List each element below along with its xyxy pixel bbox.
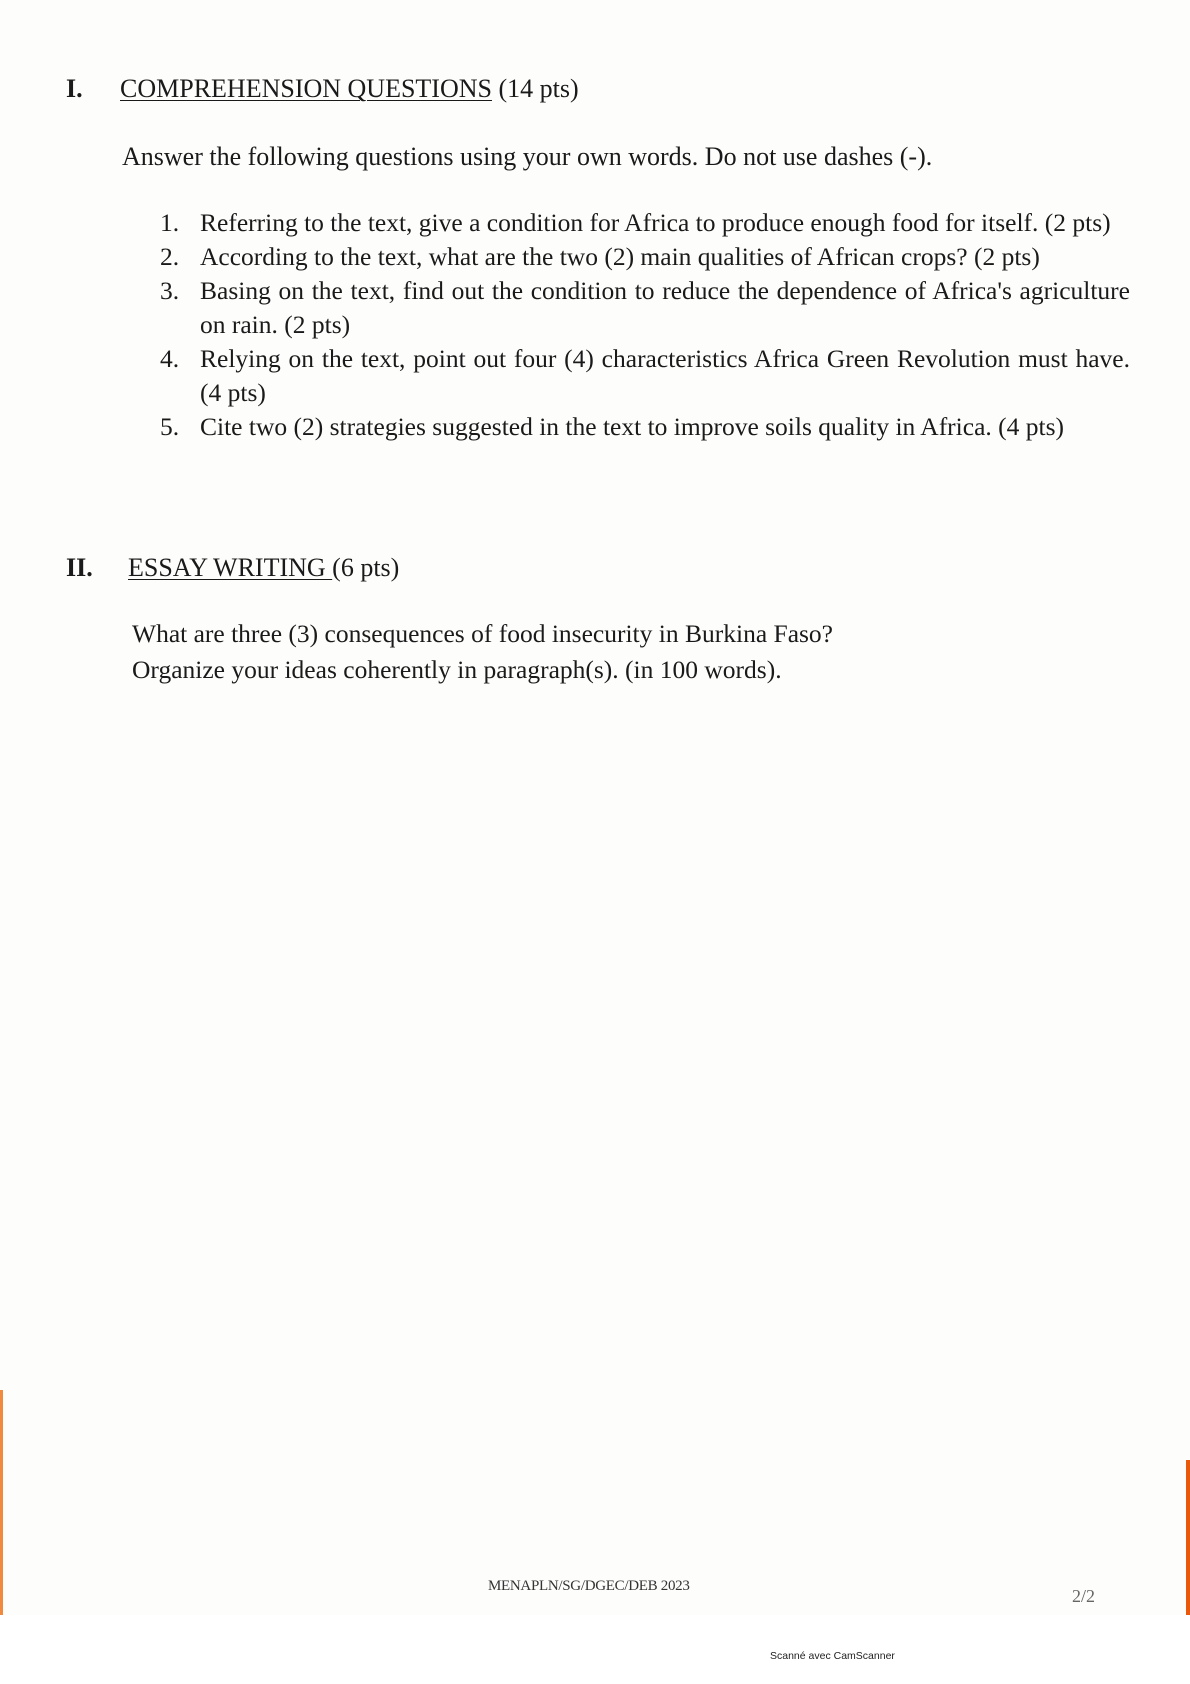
section1-points: (14 pts) [491,74,579,103]
question-text: Basing on the text, find out the condition to reduce the dependence of Africa's agriculture on rain. (2 pts) [200,276,1130,339]
question-text: According to the text, what are the two (2) main qualities of African crops? (2 pts) [200,242,1040,271]
section1-numeral: I. [66,74,83,103]
scan-edge-right [1186,1460,1190,1615]
question-number: 2. [160,242,180,271]
question-text: Cite two (2) strategies suggested in the text to improve soils quality in Africa. (4 pts) [200,412,1065,441]
question-item [160,206,1130,240]
page-number: 2/2 [1072,1586,1096,1606]
section1-heading [120,74,579,104]
section2-points: (6 pts) [332,553,400,582]
question-item [160,274,1130,342]
scan-edge-left [0,1390,3,1615]
section1-instruction: Answer the following questions using your own words. Do not use dashes (-). [122,142,933,171]
question-item [160,240,1130,274]
essay-prompt-line1: What are three (3) consequences of food insecurity in Burkina Faso? [132,619,834,648]
footer-code: MENAPLN/SG/DGEC/DEB 2023 [488,1578,690,1594]
question-number: 5. [160,412,180,441]
question-item [160,342,1130,410]
section2-heading [128,553,399,583]
question-list [160,206,1130,444]
section2-title: ESSAY WRITING [128,553,333,582]
section1-title: COMPREHENSION QUESTIONS [120,74,492,103]
question-number: 3. [160,276,180,305]
question-text: Relying on the text, point out four (4) characteristics Africa Green Revolution must have. (4 pts) [200,344,1130,407]
question-item [160,410,1130,444]
section2-numeral: II. [66,553,93,582]
scanner-watermark: Scanné avec CamScanner [770,1650,895,1662]
question-number: 1. [160,208,180,237]
question-number: 4. [160,344,180,373]
question-text: Referring to the text, give a condition for Africa to produce enough food for itself. (2 pts) [200,208,1111,237]
essay-prompt-line2: Organize your ideas coherently in paragraph(s). (in 100 words). [132,655,782,684]
essay-prompt [132,616,833,688]
